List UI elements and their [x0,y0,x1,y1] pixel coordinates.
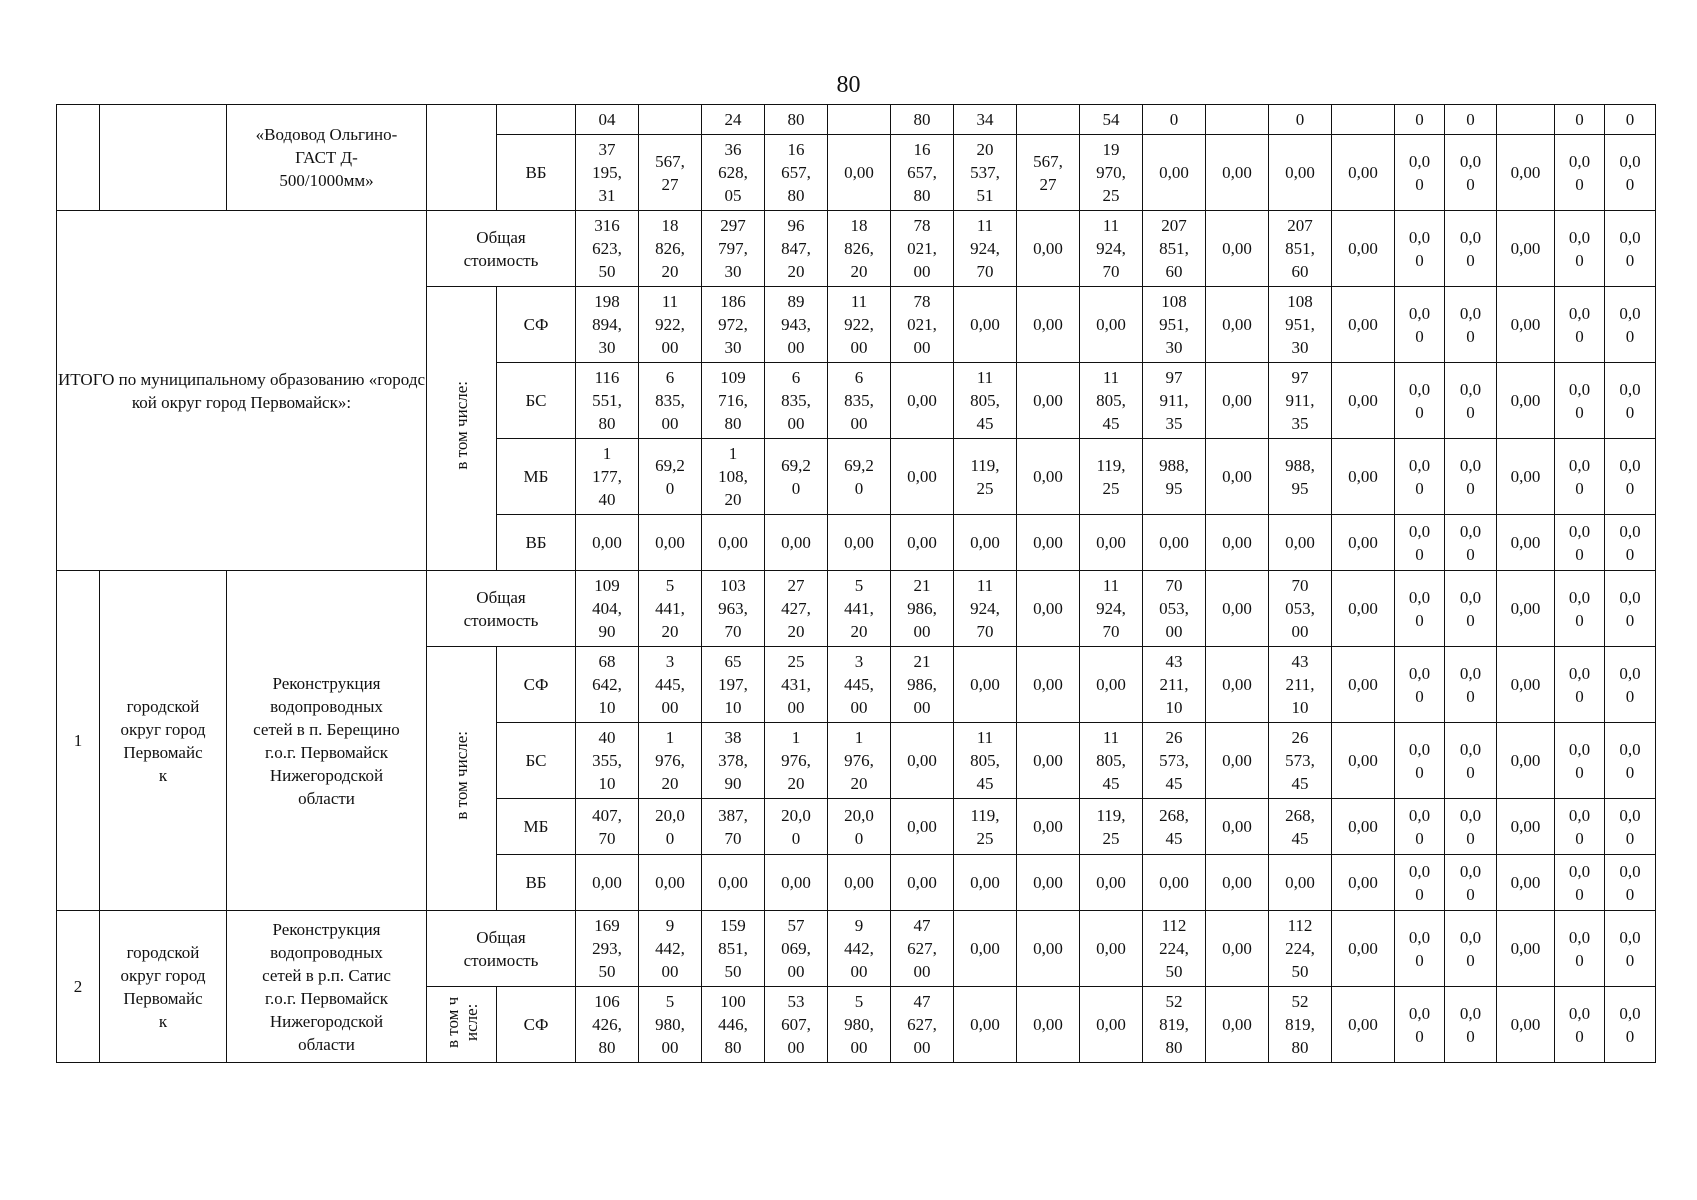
value-cell: 100 446, 80 [702,987,765,1063]
value-cell: 19 970, 25 [1080,135,1143,211]
value-cell: 0 [1605,105,1656,135]
value-cell: 207 851, 60 [1269,211,1332,287]
value-cell: 0,00 [702,515,765,571]
value-cell: 0,00 [1497,211,1555,287]
value-cell: 9 442, 00 [828,911,891,987]
value-cell: 11 924, 70 [1080,571,1143,647]
vertical-label: в том числе: [452,381,471,470]
value-cell: 186 972, 30 [702,287,765,363]
value-cell: 0,00 [1017,799,1080,855]
value-cell: 11 922, 00 [639,287,702,363]
value-cell: 0,00 [765,855,828,911]
source-cell: ВБ [497,855,576,911]
value-cell: 0,00 [1497,287,1555,363]
value-cell: 0,00 [1080,515,1143,571]
value-cell: 0,00 [1206,911,1269,987]
value-cell: 25 431, 00 [765,647,828,723]
value-cell: 0,0 0 [1445,799,1497,855]
value-cell: 6 835, 00 [828,363,891,439]
value-cell: 0,00 [1497,987,1555,1063]
value-cell: 112 224, 50 [1143,911,1206,987]
value-cell: 20 537, 51 [954,135,1017,211]
value-cell: 0,00 [954,287,1017,363]
value-cell: 988, 95 [1143,439,1206,515]
value-cell: 0,0 0 [1605,911,1656,987]
value-cell: 0,00 [891,799,954,855]
value-cell: 1 177, 40 [576,439,639,515]
value-cell: 0,0 0 [1555,855,1605,911]
value-cell: 0,00 [765,515,828,571]
value-cell: 0,00 [1143,135,1206,211]
value-cell: 0,00 [1206,987,1269,1063]
total-label-cell: Общая стоимость [427,571,576,647]
value-cell: 0,00 [1206,855,1269,911]
value-cell: 11 924, 70 [1080,211,1143,287]
value-cell: 43 211, 10 [1143,647,1206,723]
value-cell: 21 986, 00 [891,571,954,647]
value-cell: 0,00 [954,911,1017,987]
value-cell: 0,00 [1497,135,1555,211]
value-cell: 16 657, 80 [891,135,954,211]
value-cell: 11 805, 45 [954,723,1017,799]
source-cell: БС [497,723,576,799]
value-cell: 0,0 0 [1605,439,1656,515]
funding-table [56,104,1656,1063]
value-cell: 47 627, 00 [891,987,954,1063]
value-cell: 0,00 [828,855,891,911]
value-cell: 0,00 [1332,363,1395,439]
continuation-row [57,105,1656,135]
value-cell: 268, 45 [1269,799,1332,855]
value-cell: 69,2 0 [828,439,891,515]
value-cell: 0,00 [1206,211,1269,287]
value-cell: 0,0 0 [1445,855,1497,911]
value-cell: 0,0 0 [1395,647,1445,723]
object-cell: Реконструкция водопроводных сетей в р.п. Сатис г.о.г. Первомайск Нижегородской области [227,911,427,1063]
value-cell: 119, 25 [954,799,1017,855]
incl-label-cell [427,987,497,1063]
source-cell: БС [497,363,576,439]
value-cell: 18 826, 20 [639,211,702,287]
value-cell: 20,0 0 [639,799,702,855]
value-cell: 988, 95 [1269,439,1332,515]
value-cell: 207 851, 60 [1143,211,1206,287]
value-cell: 89 943, 00 [765,287,828,363]
value-cell: 0,00 [1206,799,1269,855]
value-cell: 52 819, 80 [1269,987,1332,1063]
value-cell: 6 835, 00 [765,363,828,439]
value-cell: 0,00 [1497,647,1555,723]
value-cell: 108 951, 30 [1143,287,1206,363]
value-cell: 0,0 0 [1555,911,1605,987]
value-cell: 53 607, 00 [765,987,828,1063]
value-cell: 0,00 [639,515,702,571]
value-cell: 0,0 0 [1605,211,1656,287]
value-cell: 0,0 0 [1445,571,1497,647]
district-cell: городской округ город Первомайс к [100,911,227,1063]
value-cell: 0,00 [1017,211,1080,287]
value-cell: 78 021, 00 [891,211,954,287]
value-cell: 65 197, 10 [702,647,765,723]
num-cell: 1 [57,571,100,911]
value-cell: 407, 70 [576,799,639,855]
vertical-label: в том числе: [442,995,481,1048]
value-cell: 0,0 0 [1605,287,1656,363]
value-cell: 5 441, 20 [639,571,702,647]
value-cell: 0,00 [1497,911,1555,987]
value-cell: 0,0 0 [1605,723,1656,799]
source-cell: СФ [497,647,576,723]
value-cell: 0,0 0 [1395,571,1445,647]
value-cell: 0,0 0 [1445,911,1497,987]
value-cell: 0,00 [891,439,954,515]
source-cell: СФ [497,287,576,363]
value-cell: 0,0 0 [1555,799,1605,855]
value-cell: 0,00 [1332,211,1395,287]
value-cell: 0,0 0 [1395,799,1445,855]
value-cell: 297 797, 30 [702,211,765,287]
value-cell: 5 980, 00 [639,987,702,1063]
value-cell: 0,00 [576,855,639,911]
value-cell: 0,00 [1017,911,1080,987]
value-cell: 0,00 [954,515,1017,571]
value-cell: 0,00 [1497,571,1555,647]
value-cell: 0,00 [891,855,954,911]
value-cell: 0,00 [1332,571,1395,647]
value-cell: 0,00 [702,855,765,911]
value-cell: 6 835, 00 [639,363,702,439]
value-cell: 0,00 [1332,287,1395,363]
total-label-cell: Общая стоимость [427,911,576,987]
value-cell: 57 069, 00 [765,911,828,987]
value-cell: 0,0 0 [1395,855,1445,911]
value-cell: 80 [891,105,954,135]
value-cell: 0,00 [1332,987,1395,1063]
value-cell: 0,00 [1017,723,1080,799]
value-cell: 11 924, 70 [954,211,1017,287]
value-cell: 0,00 [1206,439,1269,515]
object-cell: Реконструкция водопроводных сетей в п. Берещино г.о.г. Первомайск Нижегородской области [227,571,427,911]
value-cell: 36 628, 05 [702,135,765,211]
value-cell: 0,0 0 [1445,987,1497,1063]
value-cell: 0,0 0 [1445,363,1497,439]
value-cell: 40 355, 10 [576,723,639,799]
value-cell: 54 [1080,105,1143,135]
value-cell: 112 224, 50 [1269,911,1332,987]
value-cell: 0,0 0 [1605,855,1656,911]
value-cell: 0,00 [1017,855,1080,911]
value-cell: 0 [1445,105,1497,135]
value-cell: 0,00 [1206,363,1269,439]
value-cell: 24 [702,105,765,135]
value-cell: 0,0 0 [1605,571,1656,647]
value-cell: 70 053, 00 [1269,571,1332,647]
value-cell: 0,0 0 [1395,987,1445,1063]
value-cell [1206,105,1269,135]
value-cell: 0,0 0 [1395,211,1445,287]
value-cell: 11 805, 45 [954,363,1017,439]
value-cell: 0,00 [1497,439,1555,515]
value-cell: 0,00 [891,723,954,799]
value-cell: 0,00 [1206,571,1269,647]
value-cell: 567, 27 [1017,135,1080,211]
value-cell: 3 445, 00 [828,647,891,723]
value-cell: 18 826, 20 [828,211,891,287]
value-cell: 0,00 [1497,515,1555,571]
value-cell: 9 442, 00 [639,911,702,987]
value-cell: 0,0 0 [1555,363,1605,439]
value-cell: 0,00 [1206,135,1269,211]
value-cell: 0,00 [954,987,1017,1063]
value-cell: 26 573, 45 [1143,723,1206,799]
value-cell: 0,00 [1017,287,1080,363]
value-cell: 78 021, 00 [891,287,954,363]
value-cell: 0,00 [954,647,1017,723]
value-cell: 0,0 0 [1605,987,1656,1063]
value-cell: 0,0 0 [1445,135,1497,211]
value-cell: 0,0 0 [1555,571,1605,647]
value-cell: 0,0 0 [1555,135,1605,211]
object-cell: «Водовод Ольгино- ГАСТ Д- 500/1000мм» [227,105,427,211]
value-cell: 11 805, 45 [1080,723,1143,799]
value-cell: 0,0 0 [1555,211,1605,287]
source-cell: ВБ [497,515,576,571]
value-cell [639,105,702,135]
value-cell: 198 894, 30 [576,287,639,363]
value-cell: 70 053, 00 [1143,571,1206,647]
value-cell: 0,0 0 [1555,987,1605,1063]
value-cell: 04 [576,105,639,135]
value-cell: 0,0 0 [1605,363,1656,439]
district-cell: городской округ город Первомайс к [100,571,227,911]
value-cell: 0 [1555,105,1605,135]
value-cell: 119, 25 [1080,439,1143,515]
value-cell: 0,00 [1497,723,1555,799]
value-cell: 37 195, 31 [576,135,639,211]
value-cell: 0,00 [891,515,954,571]
value-cell: 5 441, 20 [828,571,891,647]
value-cell: 103 963, 70 [702,571,765,647]
source-cell: МБ [497,799,576,855]
value-cell: 0,0 0 [1395,135,1445,211]
value-cell: 0,00 [639,855,702,911]
value-cell: 0,0 0 [1555,723,1605,799]
value-cell: 69,2 0 [639,439,702,515]
total-label-cell [427,105,497,211]
value-cell: 43 211, 10 [1269,647,1332,723]
source-cell: ВБ [497,135,576,211]
value-cell: 169 293, 50 [576,911,639,987]
value-cell: 0,0 0 [1555,515,1605,571]
value-cell: 316 623, 50 [576,211,639,287]
value-cell: 68 642, 10 [576,647,639,723]
value-cell: 0,0 0 [1395,287,1445,363]
district-cell [100,105,227,211]
value-cell: 0,0 0 [1395,439,1445,515]
value-cell: 0 [1395,105,1445,135]
value-cell: 47 627, 00 [891,911,954,987]
value-cell: 0 [1143,105,1206,135]
value-cell: 159 851, 50 [702,911,765,987]
value-cell: 0 [1269,105,1332,135]
source-cell: МБ [497,439,576,515]
value-cell: 0,00 [1080,287,1143,363]
value-cell: 20,0 0 [765,799,828,855]
value-cell: 97 911, 35 [1143,363,1206,439]
value-cell: 108 951, 30 [1269,287,1332,363]
total-row [57,211,1656,287]
num-cell: 2 [57,911,100,1063]
value-cell: 0,00 [1497,855,1555,911]
value-cell: 1 976, 20 [765,723,828,799]
value-cell: 0,00 [1017,515,1080,571]
value-cell: 16 657, 80 [765,135,828,211]
value-cell: 0,0 0 [1445,515,1497,571]
value-cell: 27 427, 20 [765,571,828,647]
page-number: 80 [836,72,861,98]
value-cell: 0,00 [1206,515,1269,571]
value-cell: 0,00 [1017,987,1080,1063]
value-cell: 0,00 [1332,723,1395,799]
value-cell: 1 976, 20 [828,723,891,799]
value-cell: 0,00 [576,515,639,571]
value-cell: 0,00 [1332,799,1395,855]
value-cell: 0,00 [828,515,891,571]
value-cell: 38 378, 90 [702,723,765,799]
value-cell: 0,00 [1017,363,1080,439]
value-cell: 0,0 0 [1445,211,1497,287]
value-cell: 1 108, 20 [702,439,765,515]
value-cell [1332,105,1395,135]
value-cell [828,105,891,135]
value-cell: 0,00 [1269,855,1332,911]
vertical-label: в том числе: [452,731,471,820]
value-cell: 0,00 [1017,647,1080,723]
value-cell: 0,00 [1080,647,1143,723]
value-cell: 0,00 [1143,855,1206,911]
value-cell: 0,00 [1332,515,1395,571]
value-cell: 0,00 [1206,287,1269,363]
value-cell: 0,0 0 [1605,515,1656,571]
total-label-cell: Общая стоимость [427,211,576,287]
value-cell: 0,0 0 [1445,647,1497,723]
value-cell: 0,0 0 [1445,287,1497,363]
value-cell: 0,00 [1269,515,1332,571]
value-cell: 0,00 [1332,911,1395,987]
value-cell: 0,00 [1206,647,1269,723]
item-total-row [57,911,1656,987]
value-cell: 52 819, 80 [1143,987,1206,1063]
value-cell: 96 847, 20 [765,211,828,287]
value-cell: 0,0 0 [1555,287,1605,363]
value-cell: 34 [954,105,1017,135]
value-cell: 0,0 0 [1395,723,1445,799]
source-cell [497,105,576,135]
value-cell: 0,0 0 [1445,439,1497,515]
value-cell: 0,00 [954,855,1017,911]
value-cell: 387, 70 [702,799,765,855]
value-cell: 21 986, 00 [891,647,954,723]
value-cell: 119, 25 [954,439,1017,515]
value-cell: 0,0 0 [1605,799,1656,855]
value-cell: 0,0 0 [1555,647,1605,723]
value-cell: 0,00 [1497,799,1555,855]
value-cell: 0,00 [1080,987,1143,1063]
value-cell: 1 976, 20 [639,723,702,799]
value-cell: 0,00 [1332,135,1395,211]
incl-label-cell [427,287,497,571]
value-cell: 80 [765,105,828,135]
total-title-cell: ИТОГО по муниципальному образованию «городской округ город Первомайск»: [57,211,427,571]
item-total-row [57,571,1656,647]
value-cell: 0,0 0 [1445,723,1497,799]
value-cell: 106 426, 80 [576,987,639,1063]
value-cell: 0,0 0 [1605,135,1656,211]
value-cell: 5 980, 00 [828,987,891,1063]
value-cell: 26 573, 45 [1269,723,1332,799]
value-cell: 3 445, 00 [639,647,702,723]
value-cell: 268, 45 [1143,799,1206,855]
value-cell: 0,00 [1269,135,1332,211]
value-cell: 0,0 0 [1395,911,1445,987]
value-cell: 109 716, 80 [702,363,765,439]
value-cell [1497,105,1555,135]
value-cell: 0,00 [891,363,954,439]
value-cell: 0,00 [1332,647,1395,723]
value-cell: 0,00 [1017,439,1080,515]
value-cell: 109 404, 90 [576,571,639,647]
value-cell: 97 911, 35 [1269,363,1332,439]
value-cell: 567, 27 [639,135,702,211]
source-cell: СФ [497,987,576,1063]
value-cell: 0,0 0 [1395,515,1445,571]
value-cell: 0,0 0 [1395,363,1445,439]
value-cell [1017,105,1080,135]
incl-label-cell [427,647,497,911]
value-cell: 0,00 [1332,855,1395,911]
value-cell: 116 551, 80 [576,363,639,439]
value-cell: 0,00 [1080,855,1143,911]
value-cell: 0,00 [1206,723,1269,799]
value-cell: 20,0 0 [828,799,891,855]
num-cell [57,105,100,211]
value-cell: 11 922, 00 [828,287,891,363]
value-cell: 0,00 [828,135,891,211]
value-cell: 0,00 [1332,439,1395,515]
value-cell: 0,00 [1017,571,1080,647]
value-cell: 0,00 [1497,363,1555,439]
value-cell: 11 924, 70 [954,571,1017,647]
value-cell: 119, 25 [1080,799,1143,855]
value-cell: 11 805, 45 [1080,363,1143,439]
value-cell: 0,00 [1143,515,1206,571]
value-cell: 0,00 [1080,911,1143,987]
value-cell: 0,0 0 [1555,439,1605,515]
value-cell: 69,2 0 [765,439,828,515]
value-cell: 0,0 0 [1605,647,1656,723]
